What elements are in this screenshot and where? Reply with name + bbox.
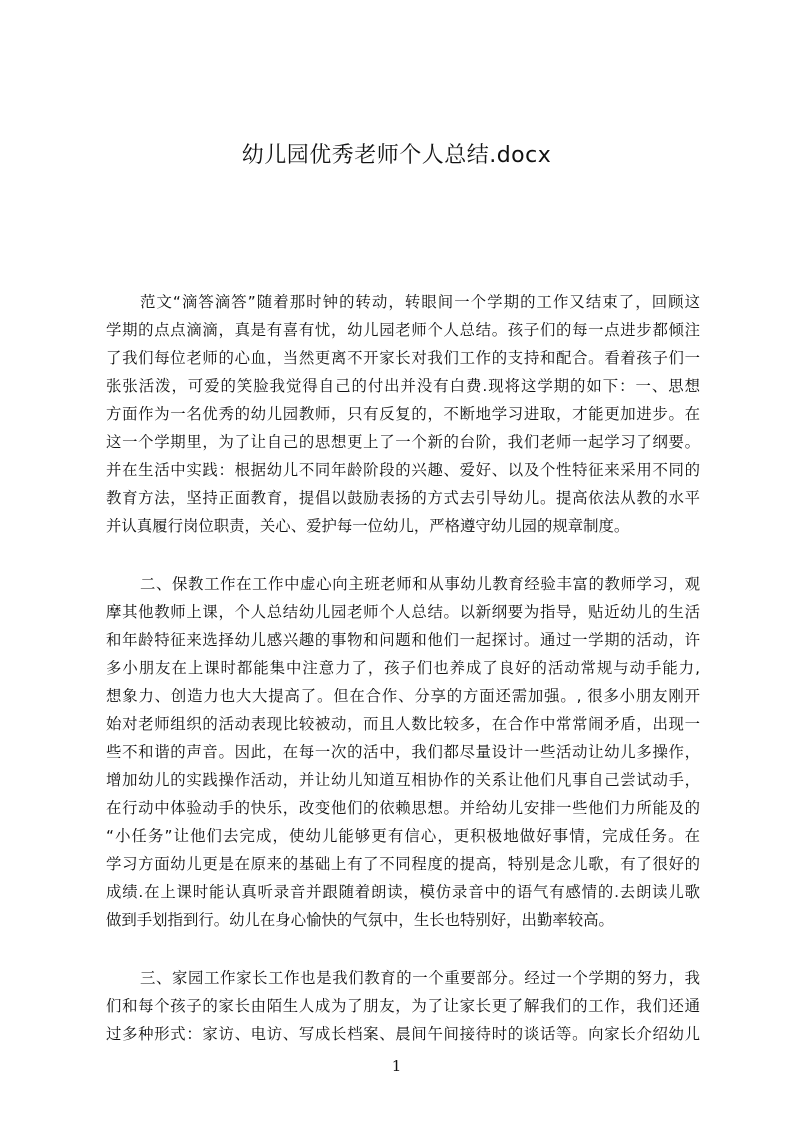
text-line: 三、家园工作家长工作也是我们教育的一个重要部分。经过一个学期的努力，我 [140, 969, 700, 987]
text-line: 这一个学期里，为了让自己的思想更上了一个新的台阶，我们老师一起学习了纲要。 [106, 433, 700, 451]
paragraph-2 [106, 570, 700, 934]
text-line: 教育方法，坚持正面教育，提倡以鼓励表扬的方式去引导幼儿。提高依法从教的水平 [106, 489, 700, 507]
text-line: 了我们每位老师的心血，当然更离不开家长对我们工作的支持和配合。看着孩子们一 [106, 349, 700, 367]
text-line: 些不和谐的声音。因此，在每一次的活中，我们都尽量设计一些活动让幼儿多操作， [106, 743, 700, 761]
text-line: 并认真履行岗位职责，关心、爱护每一位幼儿，严格遵守幼儿园的规章制度。 [106, 517, 630, 535]
text-line: 摩其他教师上课，个人总结幼儿园老师个人总结。以新纲要为指导，贴近幼儿的生活 [106, 603, 700, 621]
text-line: 学期的点点滴滴，真是有喜有忧，幼儿园老师个人总结。孩子们的每一点进步都倾注 [106, 321, 700, 339]
paragraph-1 [106, 288, 700, 540]
page-number: 1 [391, 1057, 402, 1075]
text-line: 成绩.在上课时能认真听录音并跟随着朗读，模仿录音中的语气有感情的.去朗读儿歌 [106, 883, 700, 901]
text-line: 过多种形式：家访、电访、写成长档案、晨间午间接待时的谈话等。向家长介绍幼儿 [106, 1025, 700, 1043]
text-line: 增加幼儿的实践操作活动，并让幼儿知道互相协作的关系让他们凡事自己尝试动手， [106, 771, 700, 789]
text-line: “小任务”让他们去完成，使幼儿能够更有信心，更积极地做好事情，完成任务。在 [106, 827, 700, 845]
text-line: 多小朋友在上课时都能集中注意力了，孩子们也养成了良好的活动常规与动手能力, [106, 659, 700, 677]
text-line: 并在生活中实践：根据幼儿不同年龄阶段的兴趣、爱好、以及个性特征来采用不同的 [106, 461, 700, 479]
text-line: 在行动中体验动手的快乐，改变他们的依赖思想。并给幼儿安排一些他们力所能及的 [106, 799, 700, 817]
document-title: 幼儿园优秀老师个人总结.docx [241, 143, 552, 168]
text-line: 和年龄特征来选择幼儿感兴趣的事物和问题和他们一起探讨。通过一学期的活动，许 [106, 631, 700, 649]
document-body [106, 288, 700, 1078]
text-line: 们和每个孩子的家长由陌生人成为了朋友，为了让家长更了解我们的工作，我们还通 [106, 997, 700, 1015]
text-line: 做到手划指到行。幼儿在身心愉快的气氛中，生长也特别好，出勤率较高。 [106, 911, 614, 929]
paragraph-3 [106, 964, 700, 1048]
text-line: 想象力、创造力也大大提高了。但在合作、分享的方面还需加强。, 很多小朋友刚开 [106, 687, 700, 705]
text-line: 张张活泼，可爱的笑脸我觉得自己的付出并没有白费.现将这学期的如下：一、思想 [106, 377, 700, 395]
text-line: 范文“滴答滴答”随着那时钟的转动，转眼间一个学期的工作又结束了，回顾这 [140, 293, 700, 311]
text-line: 学习方面幼儿更是在原来的基础上有了不同程度的提高，特别是念儿歌，有了很好的 [106, 855, 700, 873]
text-line: 二、保教工作在工作中虚心向主班老师和从事幼儿教育经验丰富的教师学习，观 [140, 575, 700, 593]
text-line: 方面作为一名优秀的幼儿园教师，只有反复的，不断地学习进取，才能更加进步。在 [106, 405, 700, 423]
text-line: 始对老师组织的活动表现比较被动，而且人数比较多，在合作中常常闹矛盾，出现一 [106, 715, 700, 733]
